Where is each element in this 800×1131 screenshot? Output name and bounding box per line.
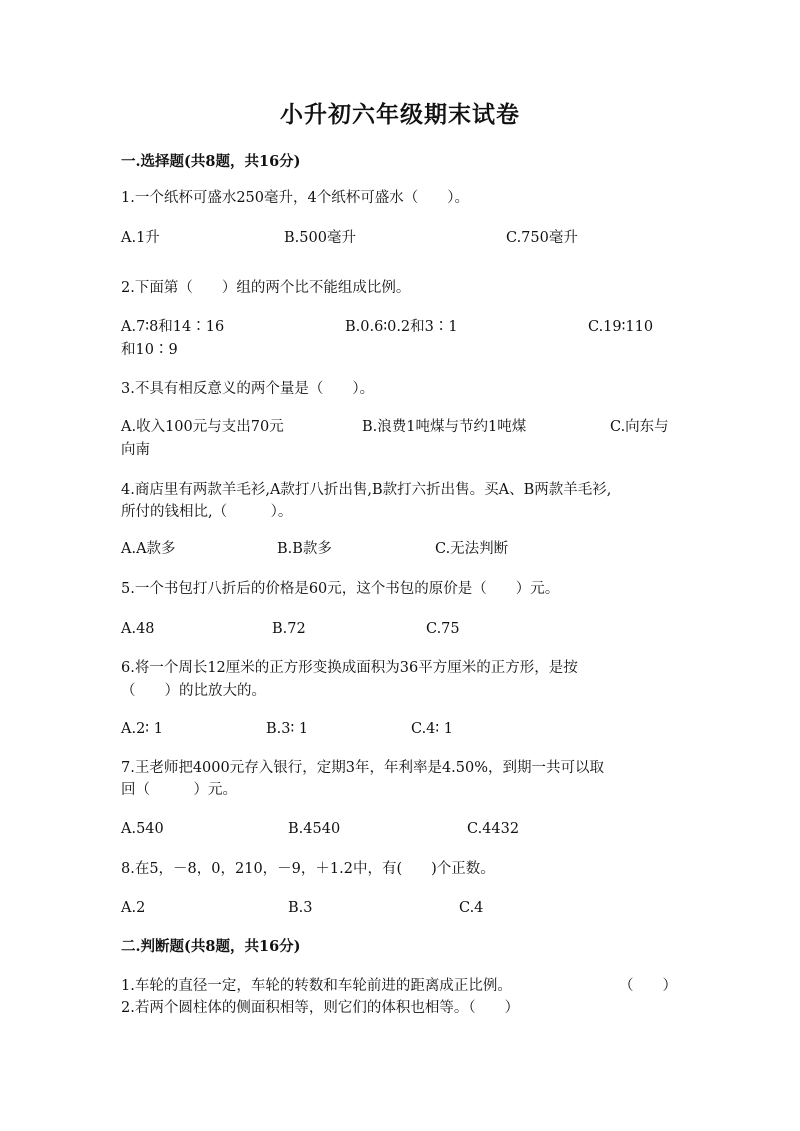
option-c: C.4432 (467, 821, 520, 837)
option-c: C.4∶ 1 (411, 721, 454, 737)
question-7-line-1: 7.王老师把4000元存入银行，定期3年，年利率是4.50%，到期一共可以取 (121, 760, 605, 776)
option-c-continued: 向南 (121, 442, 150, 458)
question-6-line-1: 6.将一个周长12厘米的正方形变换成面积为36平方厘米的正方形，是按 (121, 660, 578, 676)
question-2: 2.下面第（ ）组的两个比不能组成比例。 (121, 280, 411, 296)
option-b: B.4540 (288, 821, 341, 837)
option-b: B.72 (272, 621, 306, 637)
question-4-line-1: 4.商店里有两款羊毛衫,A款打八折出售,B款打六折出售。买A、B两款羊毛衫, (121, 482, 612, 498)
option-a: A.2∶ 1 (121, 721, 163, 737)
option-a: A.A款多 (121, 541, 176, 557)
option-a: A.48 (121, 621, 155, 637)
section-heading-judgment: 二.判断题(共8题，共16分) (121, 938, 301, 955)
question-1: 1.一个纸杯可盛水250毫升，4个纸杯可盛水（ ）。 (121, 190, 469, 206)
option-c: C.750毫升 (506, 230, 578, 246)
question-6-line-2: （ ）的比放大的。 (121, 683, 266, 699)
option-c: C.向东与 (610, 419, 669, 435)
option-c: C.无法判断 (435, 541, 509, 557)
option-c: C.4 (459, 900, 484, 916)
question-4-line-2: 所付的钱相比,（ ）。 (121, 504, 293, 520)
judgment-question-2: 2.若两个圆柱体的侧面积相等，则它们的体积也相等。（ ） (121, 1000, 520, 1016)
question-3: 3.不具有相反意义的两个量是（ ）。 (121, 381, 375, 397)
question-5: 5.一个书包打八折后的价格是60元，这个书包的原价是（ ）元。 (121, 581, 560, 597)
option-b: B.500毫升 (284, 230, 356, 246)
judgment-question-1-text: 1.车轮的直径一定，车轮的转数和车轮前进的距离成正比例。 (121, 978, 512, 994)
page-title: 小升初六年级期末试卷 (280, 101, 520, 128)
option-c: C.75 (426, 621, 460, 637)
option-b: B.B款多 (277, 541, 332, 557)
option-b: B.0.6∶0.2和3∶1 (345, 319, 458, 335)
option-a: A.540 (121, 821, 164, 837)
question-8: 8.在5，－8，0，210，－9，＋1.2中，有( )个正数。 (121, 861, 495, 877)
option-b: B.浪费1吨煤与节约1吨煤 (362, 419, 527, 435)
option-a: A.收入100元与支出70元 (121, 419, 284, 435)
judgment-question-1 (121, 976, 681, 996)
option-b: B.3∶ 1 (266, 721, 309, 737)
option-a: A.1升 (121, 230, 160, 246)
option-c: C.19∶110 (588, 319, 654, 335)
option-a: A.7∶8和14∶16 (121, 319, 225, 335)
answer-blank: （ ） (619, 978, 677, 994)
option-a: A.2 (121, 900, 146, 916)
section-heading-choice: 一.选择题(共8题，共16分) (121, 153, 301, 170)
option-c-continued: 和10∶9 (121, 342, 178, 358)
question-7-line-2: 回（ ）元。 (121, 782, 237, 798)
option-b: B.3 (288, 900, 313, 916)
